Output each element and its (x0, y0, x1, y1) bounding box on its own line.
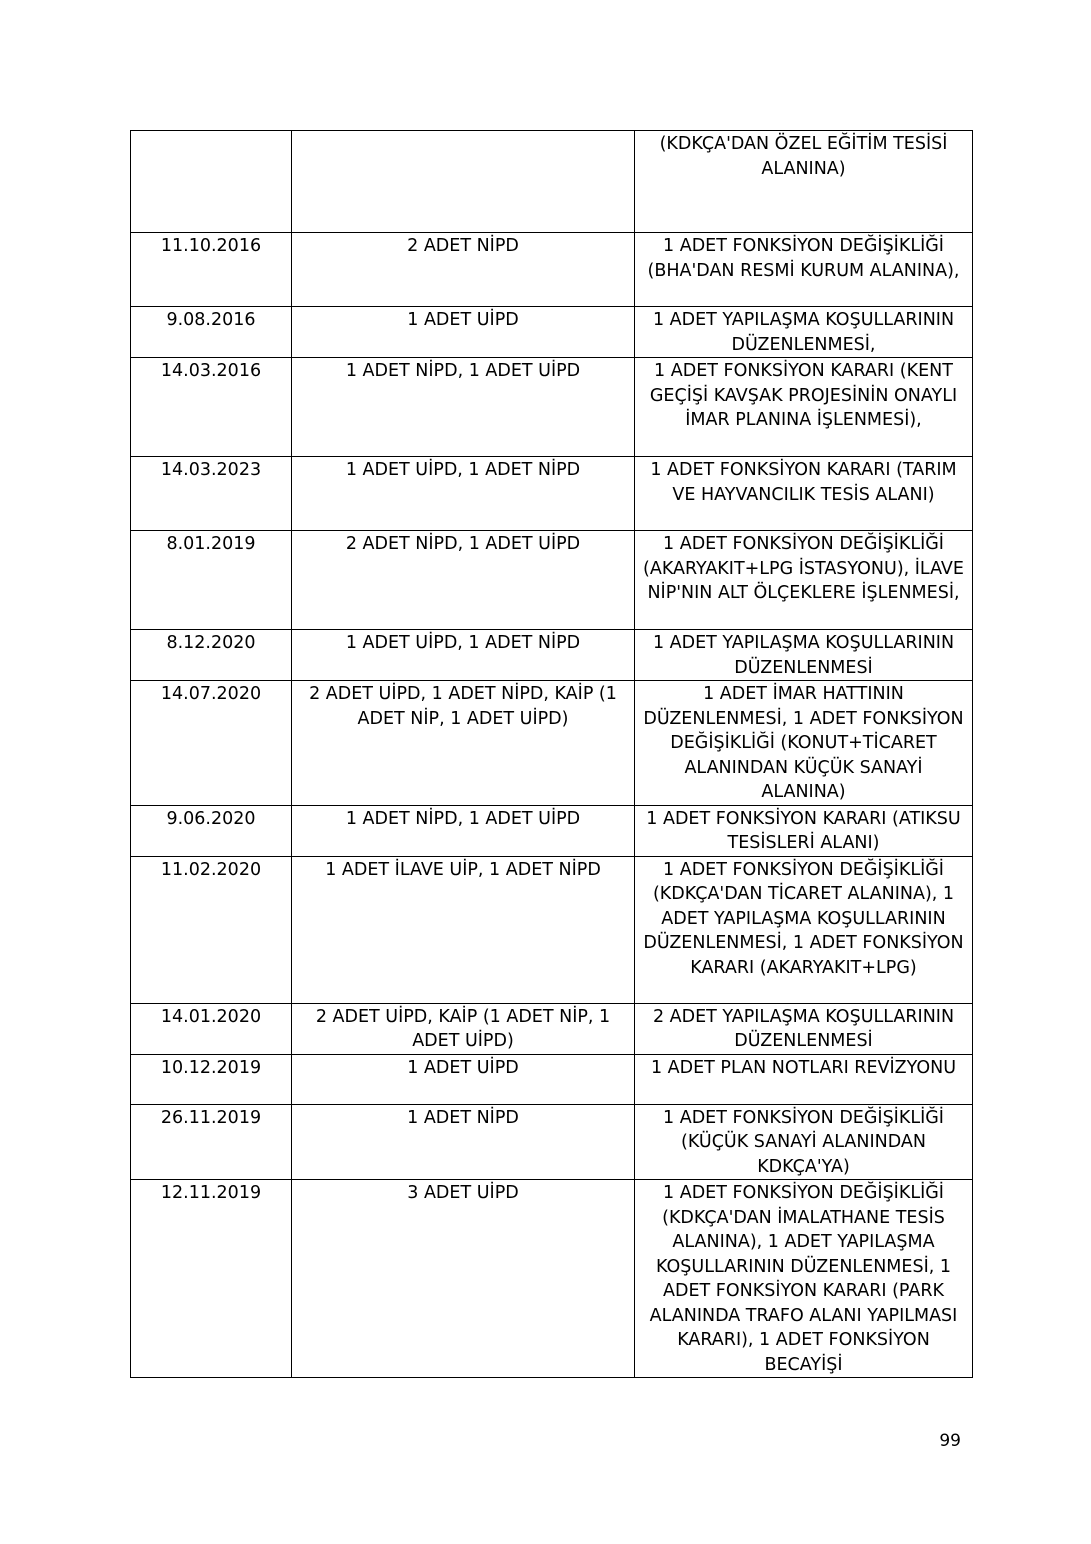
description-cell: 1 ADET FONKSİYON DEĞİŞİKLİĞİ (KÜÇÜK SANAYİ ALANINDAN KDKÇA'YA) (635, 1104, 973, 1180)
plan-cell: 3 ADET UİPD (292, 1180, 635, 1378)
description-cell: (KDKÇA'DAN ÖZEL EĞİTİM TESİSİ ALANINA) (635, 131, 973, 233)
description-cell: 1 ADET FONKSİYON KARARI (TARIM VE HAYVANCILIK TESİS ALANI) (635, 457, 973, 531)
plan-cell: 1 ADET NİPD (292, 1104, 635, 1180)
description-cell: 1 ADET FONKSİYON DEĞİŞİKLİĞİ (AKARYAKIT+LPG İSTASYONU), İLAVE NİP'NIN ALT ÖLÇEKLERE İŞLENMESİ, (635, 531, 973, 630)
date-cell: 14.03.2023 (131, 457, 292, 531)
plan-cell (292, 131, 635, 233)
plan-cell: 1 ADET UİPD, 1 ADET NİPD (292, 630, 635, 681)
description-cell: 1 ADET PLAN NOTLARI REVİZYONU (635, 1054, 973, 1104)
plan-cell: 2 ADET NİPD (292, 233, 635, 307)
description-cell: 1 ADET FONKSİYON KARARI (ATIKSU TESİSLERİ ALANI) (635, 805, 973, 856)
date-cell: 8.12.2020 (131, 630, 292, 681)
table-row (131, 131, 973, 233)
date-cell: 11.10.2016 (131, 233, 292, 307)
table-row (131, 1003, 973, 1054)
plan-cell: 1 ADET İLAVE UİP, 1 ADET NİPD (292, 856, 635, 1003)
page-number: 99 (939, 1431, 961, 1451)
table-row (131, 681, 973, 806)
plan-changes-table (130, 130, 973, 1378)
table-row (131, 1104, 973, 1180)
description-cell: 2 ADET YAPILAŞMA KOŞULLARININ DÜZENLENMESİ (635, 1003, 973, 1054)
description-cell: 1 ADET İMAR HATTININ DÜZENLENMESİ, 1 ADET FONKSİYON DEĞİŞİKLİĞİ (KONUT+TİCARET ALANINDAN KÜÇÜK SANAYİ ALANINA) (635, 681, 973, 806)
description-cell: 1 ADET YAPILAŞMA KOŞULLARININ DÜZENLENMESİ, (635, 307, 973, 358)
table-row (131, 1180, 973, 1378)
date-cell: 9.06.2020 (131, 805, 292, 856)
plan-cell: 1 ADET UİPD (292, 1054, 635, 1104)
table-row (131, 457, 973, 531)
table-row (131, 531, 973, 630)
date-cell: 10.12.2019 (131, 1054, 292, 1104)
date-cell (131, 131, 292, 233)
date-cell: 11.02.2020 (131, 856, 292, 1003)
table-row (131, 358, 973, 457)
description-cell: 1 ADET FONKSİYON DEĞİŞİKLİĞİ (KDKÇA'DAN TİCARET ALANINA), 1 ADET YAPILAŞMA KOŞULLARININ DÜZENLENMESİ, 1 ADET FONKSİYON KARARI (AKARYAKIT+LPG) (635, 856, 973, 1003)
table-row (131, 307, 973, 358)
date-cell: 14.07.2020 (131, 681, 292, 806)
plan-cell: 2 ADET UİPD, 1 ADET NİPD, KAİP (1 ADET NİP, 1 ADET UİPD) (292, 681, 635, 806)
date-cell: 12.11.2019 (131, 1180, 292, 1378)
plan-cell: 1 ADET NİPD, 1 ADET UİPD (292, 358, 635, 457)
date-cell: 8.01.2019 (131, 531, 292, 630)
date-cell: 26.11.2019 (131, 1104, 292, 1180)
table-row (131, 630, 973, 681)
table-row (131, 856, 973, 1003)
plan-cell: 2 ADET NİPD, 1 ADET UİPD (292, 531, 635, 630)
description-cell: 1 ADET FONKSİYON DEĞİŞİKLİĞİ (BHA'DAN RESMİ KURUM ALANINA), (635, 233, 973, 307)
plan-cell: 1 ADET UİPD (292, 307, 635, 358)
table-row (131, 233, 973, 307)
date-cell: 14.03.2016 (131, 358, 292, 457)
plan-cell: 1 ADET NİPD, 1 ADET UİPD (292, 805, 635, 856)
date-cell: 14.01.2020 (131, 1003, 292, 1054)
plan-cell: 1 ADET UİPD, 1 ADET NİPD (292, 457, 635, 531)
table-row (131, 1054, 973, 1104)
description-cell: 1 ADET FONKSİYON KARARI (KENT GEÇİŞİ KAVŞAK PROJESİNİN ONAYLI İMAR PLANINA İŞLENMESİ), (635, 358, 973, 457)
table-row (131, 805, 973, 856)
date-cell: 9.08.2016 (131, 307, 292, 358)
description-cell: 1 ADET FONKSİYON DEĞİŞİKLİĞİ (KDKÇA'DAN İMALATHANE TESİS ALANINA), 1 ADET YAPILAŞMA KOŞULLARININ DÜZENLENMESİ, 1 ADET FONKSİYON KARARI (PARK ALANINDA TRAFO ALANI YAPILMASI KARARI), 1 ADET FONKSİYON BECAYİŞİ (635, 1180, 973, 1378)
description-cell: 1 ADET YAPILAŞMA KOŞULLARININ DÜZENLENMESİ (635, 630, 973, 681)
table-body (131, 131, 973, 1378)
plan-cell: 2 ADET UİPD, KAİP (1 ADET NİP, 1 ADET UİPD) (292, 1003, 635, 1054)
